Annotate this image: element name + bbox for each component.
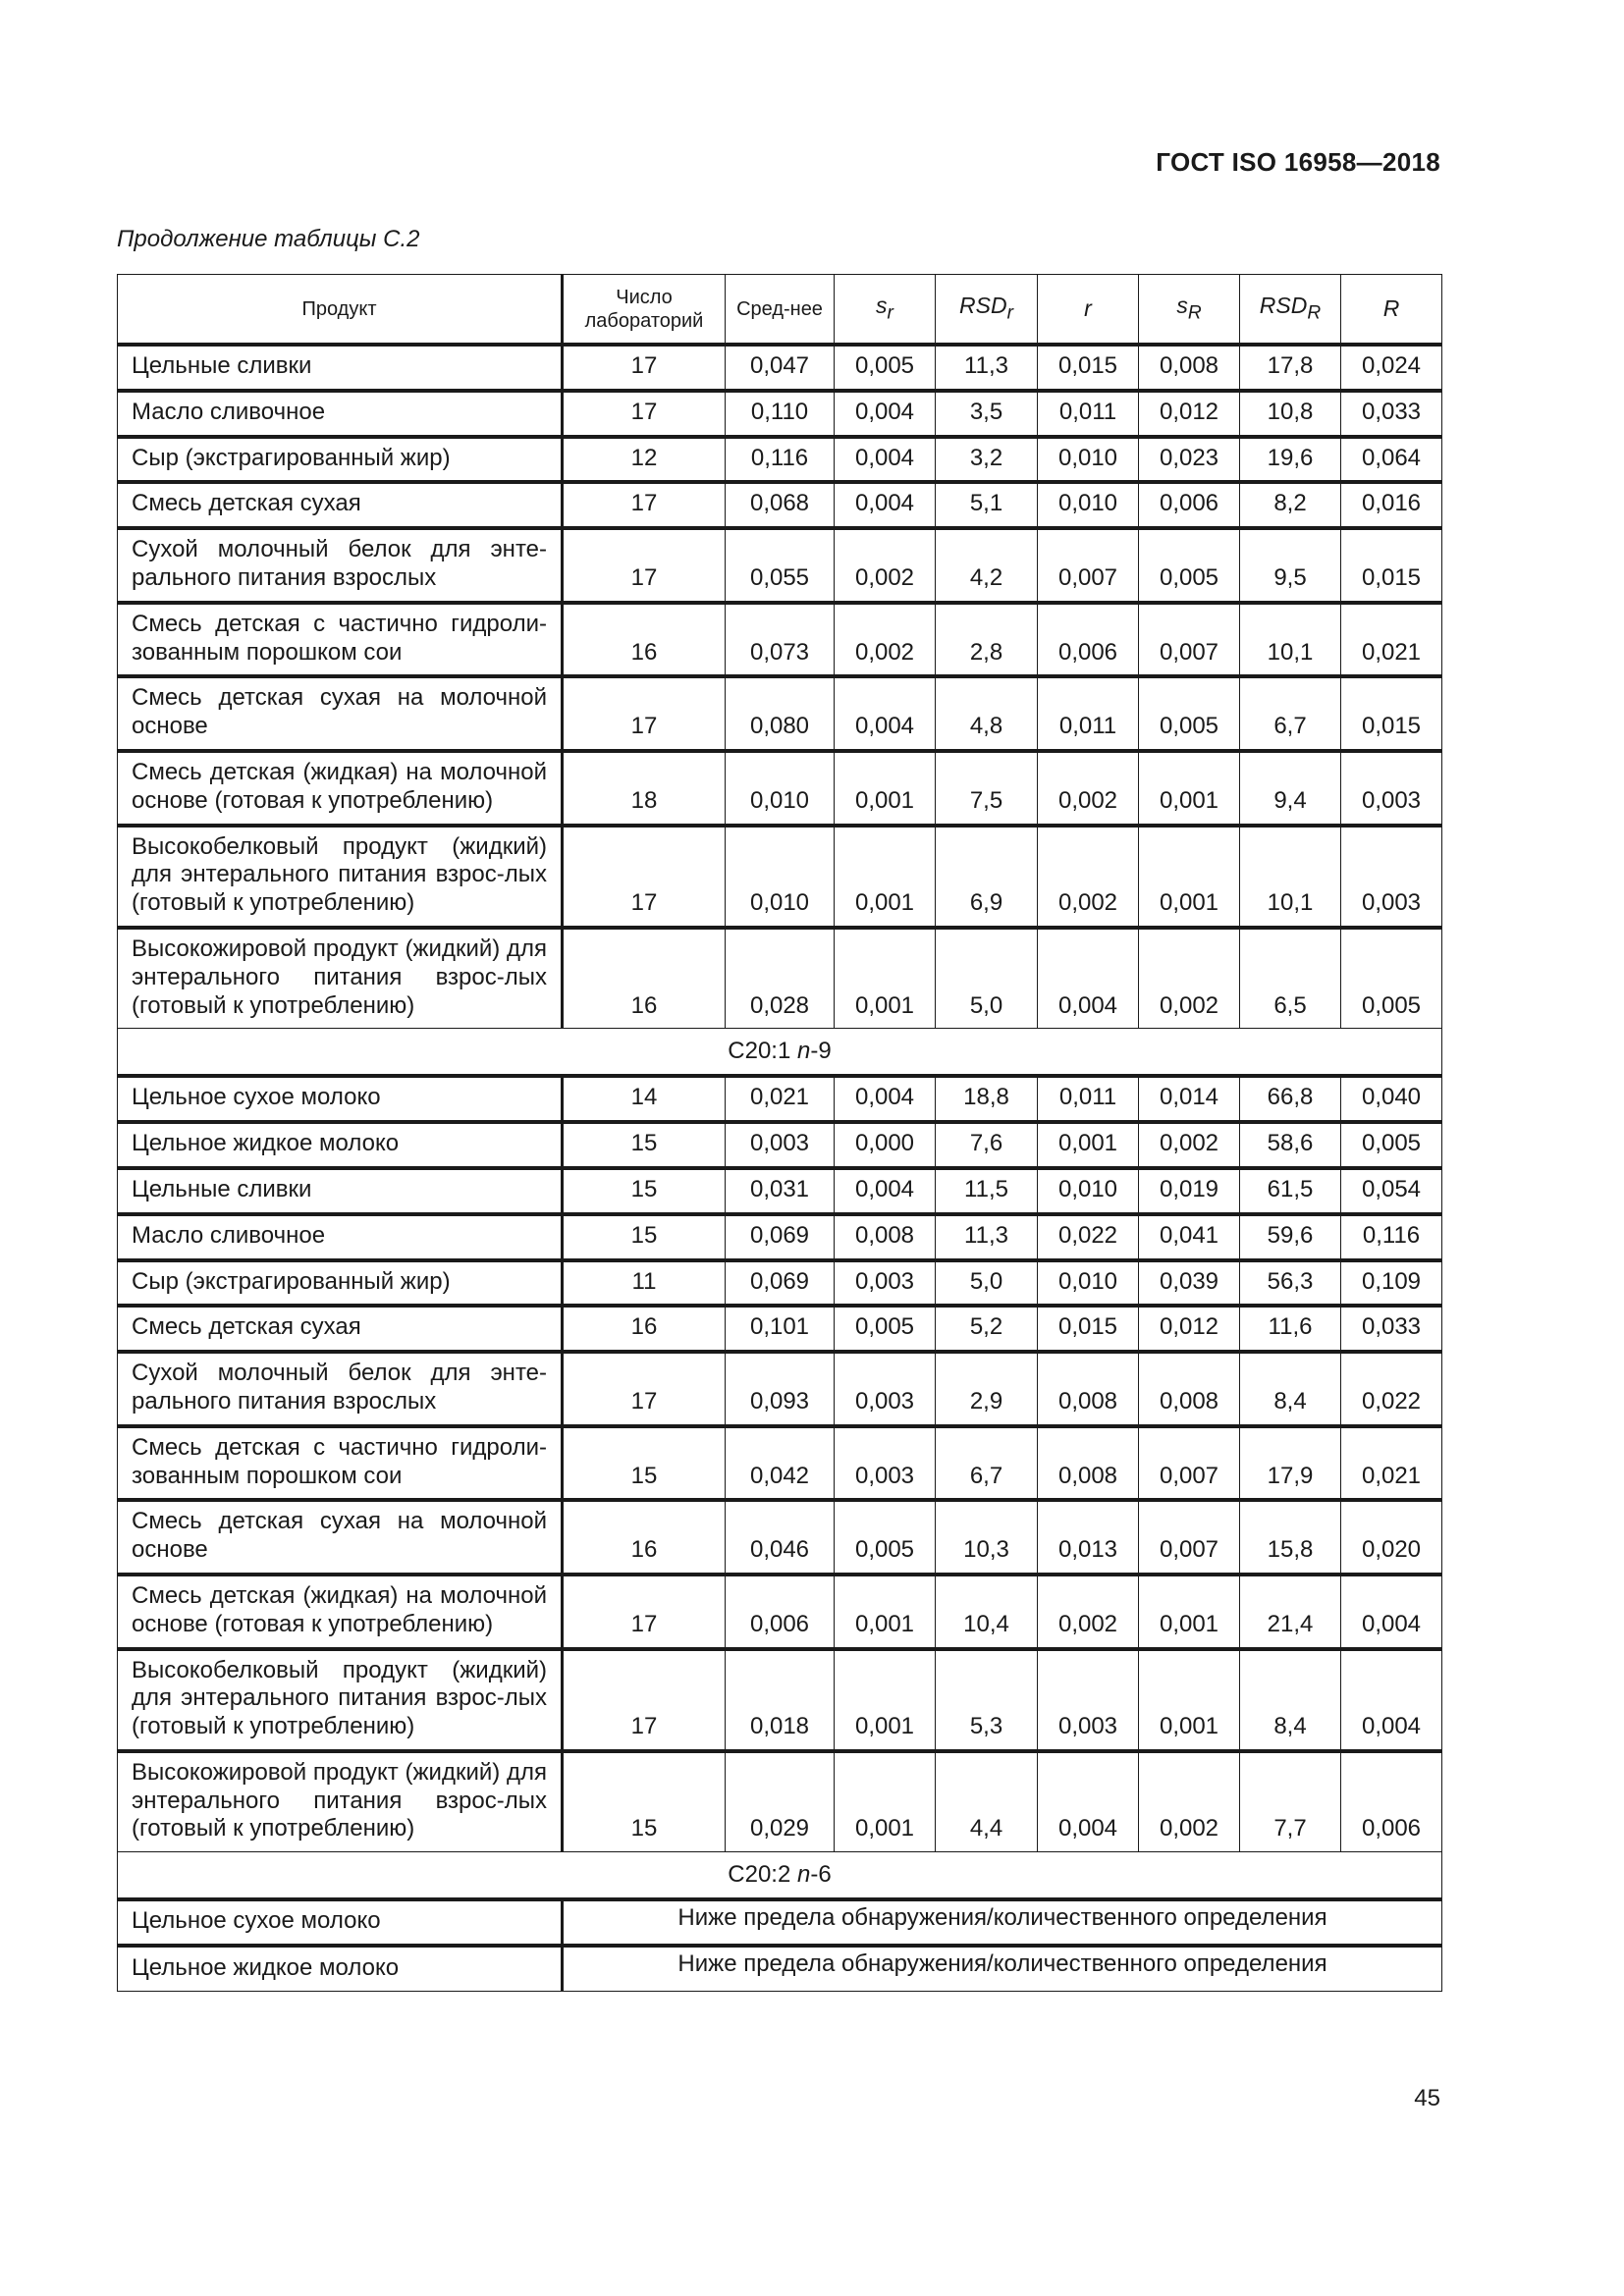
R-value: 0,109	[1341, 1260, 1442, 1307]
product-name: Сухой молочный белок для энте-рального питания взрослых	[118, 528, 563, 603]
rsdR-value: 6,7	[1240, 676, 1341, 751]
table-row	[118, 437, 1442, 483]
product-name: Смесь детская сухая на молочной основе	[118, 676, 563, 751]
mean-value: 0,010	[726, 751, 835, 826]
table-row	[118, 482, 1442, 528]
r-value: 0,011	[1038, 676, 1139, 751]
table-row	[118, 1500, 1442, 1575]
r-value: 0,007	[1038, 528, 1139, 603]
labs-count: 11	[563, 1260, 726, 1307]
mean-value: 0,046	[726, 1500, 835, 1575]
rsdR-value: 59,6	[1240, 1214, 1341, 1260]
labs-count: 17	[563, 345, 726, 391]
R-value: 0,005	[1341, 928, 1442, 1029]
page-number: 45	[1414, 2085, 1440, 2111]
rsdr-value: 4,8	[936, 676, 1038, 751]
section-label: C20:1 n-9	[118, 1029, 1442, 1077]
sr-value: 0,005	[835, 1306, 936, 1352]
labs-count: 16	[563, 1306, 726, 1352]
r-value: 0,010	[1038, 482, 1139, 528]
labs-count: 17	[563, 826, 726, 928]
sR-value: 0,019	[1139, 1168, 1240, 1214]
r-value: 0,010	[1038, 1168, 1139, 1214]
r-value: 0,010	[1038, 437, 1139, 483]
mean-value: 0,047	[726, 345, 835, 391]
sR-value: 0,001	[1139, 1575, 1240, 1649]
sr-value: 0,002	[835, 603, 936, 677]
R-value: 0,003	[1341, 751, 1442, 826]
labs-count: 12	[563, 437, 726, 483]
rsdR-value: 61,5	[1240, 1168, 1341, 1214]
sr-value: 0,008	[835, 1214, 936, 1260]
product-name: Цельные сливки	[118, 345, 563, 391]
sr-value: 0,001	[835, 1649, 936, 1751]
rsdr-value: 18,8	[936, 1076, 1038, 1122]
product-name: Высокожировой продукт (жидкий) для энтерального питания взрос-лых (готовый к употреблению)	[118, 1751, 563, 1852]
table-row	[118, 1946, 1442, 1991]
below-detection-note: Ниже предела обнаружения/количественного определения	[563, 1899, 1442, 1946]
header-r: r	[1038, 275, 1139, 346]
sr-value: 0,004	[835, 437, 936, 483]
R-value: 0,005	[1341, 1122, 1442, 1168]
R-value: 0,016	[1341, 482, 1442, 528]
rsdr-value: 5,0	[936, 928, 1038, 1029]
header-product: Продукт	[118, 275, 563, 346]
table-row	[118, 345, 1442, 391]
r-value: 0,003	[1038, 1649, 1139, 1751]
sR-value: 0,005	[1139, 528, 1240, 603]
header-mean: Сред-нее	[726, 275, 835, 346]
sR-value: 0,008	[1139, 1352, 1240, 1426]
labs-count: 16	[563, 928, 726, 1029]
header-labs: Число лабораторий	[563, 275, 726, 346]
sr-value: 0,004	[835, 676, 936, 751]
mean-value: 0,003	[726, 1122, 835, 1168]
R-value: 0,015	[1341, 528, 1442, 603]
table-row	[118, 1575, 1442, 1649]
sR-value: 0,002	[1139, 1122, 1240, 1168]
table-row	[118, 1352, 1442, 1426]
r-value: 0,011	[1038, 1076, 1139, 1122]
product-name: Цельное сухое молоко	[118, 1076, 563, 1122]
table-row	[118, 528, 1442, 603]
mean-value: 0,029	[726, 1751, 835, 1852]
product-name: Сухой молочный белок для энте-рального питания взрослых	[118, 1352, 563, 1426]
labs-count: 14	[563, 1076, 726, 1122]
r-value: 0,002	[1038, 826, 1139, 928]
sr-value: 0,003	[835, 1352, 936, 1426]
labs-count: 17	[563, 1352, 726, 1426]
table-row	[118, 928, 1442, 1029]
sR-value: 0,023	[1139, 437, 1240, 483]
table-row	[118, 751, 1442, 826]
below-detection-note: Ниже предела обнаружения/количественного определения	[563, 1946, 1442, 1991]
r-value: 0,015	[1038, 1306, 1139, 1352]
r-value: 0,008	[1038, 1352, 1139, 1426]
product-name: Смесь детская (жидкая) на молочной основе (готовая к употреблению)	[118, 751, 563, 826]
rsdR-value: 15,8	[1240, 1500, 1341, 1575]
rsdR-value: 11,6	[1240, 1306, 1341, 1352]
labs-count: 16	[563, 1500, 726, 1575]
sR-value: 0,002	[1139, 928, 1240, 1029]
labs-count: 15	[563, 1122, 726, 1168]
sr-value: 0,004	[835, 391, 936, 437]
product-name: Смесь детская сухая	[118, 482, 563, 528]
R-value: 0,116	[1341, 1214, 1442, 1260]
header-sR: $s_R$	[1139, 275, 1240, 346]
rsdR-value: 10,1	[1240, 603, 1341, 677]
mean-value: 0,055	[726, 528, 835, 603]
rsdr-value: 5,2	[936, 1306, 1038, 1352]
rsdR-value: 10,1	[1240, 826, 1341, 928]
mean-value: 0,021	[726, 1076, 835, 1122]
rsdr-value: 4,4	[936, 1751, 1038, 1852]
rsdr-value: 11,3	[936, 1214, 1038, 1260]
mean-value: 0,069	[726, 1214, 835, 1260]
rsdr-value: 6,9	[936, 826, 1038, 928]
labs-count: 17	[563, 528, 726, 603]
product-name: Высокобелковый продукт (жидкий) для энтерального питания взрос-лых (готовый к употреблению)	[118, 1649, 563, 1751]
R-value: 0,015	[1341, 676, 1442, 751]
rsdR-value: 17,9	[1240, 1426, 1341, 1501]
product-name: Масло сливочное	[118, 1214, 563, 1260]
R-value: 0,054	[1341, 1168, 1442, 1214]
table-row	[118, 1649, 1442, 1751]
section-row	[118, 1852, 1442, 1900]
rsdR-value: 19,6	[1240, 437, 1341, 483]
r-value: 0,022	[1038, 1214, 1139, 1260]
section-row	[118, 1029, 1442, 1077]
sR-value: 0,007	[1139, 1426, 1240, 1501]
sR-value: 0,014	[1139, 1076, 1240, 1122]
r-value: 0,006	[1038, 603, 1139, 677]
labs-count: 17	[563, 1575, 726, 1649]
sr-value: 0,001	[835, 928, 936, 1029]
header-sr: $s_r$	[835, 275, 936, 346]
R-value: 0,022	[1341, 1352, 1442, 1426]
rsdR-value: 56,3	[1240, 1260, 1341, 1307]
R-value: 0,040	[1341, 1076, 1442, 1122]
r-value: 0,010	[1038, 1260, 1139, 1307]
rsdr-value: 11,5	[936, 1168, 1038, 1214]
r-value: 0,013	[1038, 1500, 1139, 1575]
rsdR-value: 21,4	[1240, 1575, 1341, 1649]
R-value: 0,003	[1341, 826, 1442, 928]
product-name: Цельные сливки	[118, 1168, 563, 1214]
product-name: Смесь детская сухая	[118, 1306, 563, 1352]
rsdr-value: 7,5	[936, 751, 1038, 826]
data-table	[117, 274, 1442, 1992]
rsdr-value: 5,1	[936, 482, 1038, 528]
sR-value: 0,039	[1139, 1260, 1240, 1307]
table-row	[118, 1214, 1442, 1260]
rsdR-value: 8,4	[1240, 1352, 1341, 1426]
R-value: 0,006	[1341, 1751, 1442, 1852]
sr-value: 0,002	[835, 528, 936, 603]
rsdR-value: 8,4	[1240, 1649, 1341, 1751]
table-row	[118, 1260, 1442, 1307]
rsdr-value: 2,9	[936, 1352, 1038, 1426]
sR-value: 0,006	[1139, 482, 1240, 528]
document-standard-header: ГОСТ ISO 16958—2018	[1156, 147, 1440, 177]
sr-value: 0,004	[835, 1076, 936, 1122]
product-name: Смесь детская (жидкая) на молочной основе (готовая к употреблению)	[118, 1575, 563, 1649]
rsdR-value: 9,5	[1240, 528, 1341, 603]
r-value: 0,011	[1038, 391, 1139, 437]
table-header-row	[118, 275, 1442, 346]
table-caption: Продолжение таблицы С.2	[117, 226, 420, 252]
mean-value: 0,069	[726, 1260, 835, 1307]
sr-value: 0,004	[835, 1168, 936, 1214]
table-row	[118, 603, 1442, 677]
labs-count: 15	[563, 1168, 726, 1214]
rsdR-value: 9,4	[1240, 751, 1341, 826]
rsdr-value: 10,4	[936, 1575, 1038, 1649]
sr-value: 0,005	[835, 345, 936, 391]
section-label: C20:2 n-6	[118, 1852, 1442, 1900]
rsdr-value: 3,2	[936, 437, 1038, 483]
labs-count: 17	[563, 391, 726, 437]
sr-value: 0,001	[835, 1575, 936, 1649]
table-row	[118, 1076, 1442, 1122]
header-R: R	[1341, 275, 1442, 346]
R-value: 0,004	[1341, 1575, 1442, 1649]
sr-value: 0,003	[835, 1426, 936, 1501]
mean-value: 0,110	[726, 391, 835, 437]
sR-value: 0,002	[1139, 1751, 1240, 1852]
table-row	[118, 676, 1442, 751]
table-row	[118, 1426, 1442, 1501]
sR-value: 0,007	[1139, 1500, 1240, 1575]
product-name: Смесь детская сухая на молочной основе	[118, 1500, 563, 1575]
product-name: Высокожировой продукт (жидкий) для энтерального питания взрос-лых (готовый к употреблению)	[118, 928, 563, 1029]
mean-value: 0,068	[726, 482, 835, 528]
rsdr-value: 2,8	[936, 603, 1038, 677]
labs-count: 15	[563, 1426, 726, 1501]
sR-value: 0,001	[1139, 751, 1240, 826]
rsdr-value: 7,6	[936, 1122, 1038, 1168]
mean-value: 0,042	[726, 1426, 835, 1501]
mean-value: 0,031	[726, 1168, 835, 1214]
labs-count: 17	[563, 1649, 726, 1751]
table-row	[118, 1122, 1442, 1168]
product-name: Сыр (экстрагированный жир)	[118, 437, 563, 483]
sR-value: 0,041	[1139, 1214, 1240, 1260]
labs-count: 15	[563, 1214, 726, 1260]
table-row	[118, 826, 1442, 928]
R-value: 0,004	[1341, 1649, 1442, 1751]
rsdr-value: 5,0	[936, 1260, 1038, 1307]
sr-value: 0,004	[835, 482, 936, 528]
sr-value: 0,000	[835, 1122, 936, 1168]
product-name: Цельное жидкое молоко	[118, 1122, 563, 1168]
sR-value: 0,012	[1139, 391, 1240, 437]
product-name: Смесь детская с частично гидроли-зованным порошком сои	[118, 1426, 563, 1501]
product-name: Масло сливочное	[118, 391, 563, 437]
r-value: 0,004	[1038, 1751, 1139, 1852]
mean-value: 0,080	[726, 676, 835, 751]
R-value: 0,064	[1341, 437, 1442, 483]
rsdr-value: 3,5	[936, 391, 1038, 437]
rsdr-value: 5,3	[936, 1649, 1038, 1751]
sR-value: 0,007	[1139, 603, 1240, 677]
product-name: Высокобелковый продукт (жидкий) для энтерального питания взрос-лых (готовый к употреблению)	[118, 826, 563, 928]
R-value: 0,024	[1341, 345, 1442, 391]
rsdr-value: 4,2	[936, 528, 1038, 603]
table-body	[118, 345, 1442, 1991]
sr-value: 0,001	[835, 1751, 936, 1852]
sR-value: 0,008	[1139, 345, 1240, 391]
table-row	[118, 1899, 1442, 1946]
R-value: 0,021	[1341, 603, 1442, 677]
R-value: 0,033	[1341, 1306, 1442, 1352]
labs-count: 16	[563, 603, 726, 677]
table-row	[118, 1168, 1442, 1214]
mean-value: 0,006	[726, 1575, 835, 1649]
mean-value: 0,028	[726, 928, 835, 1029]
table-row	[118, 1306, 1442, 1352]
product-name: Цельное жидкое молоко	[118, 1946, 563, 1991]
r-value: 0,002	[1038, 751, 1139, 826]
rsdR-value: 17,8	[1240, 345, 1341, 391]
labs-count: 17	[563, 482, 726, 528]
r-value: 0,015	[1038, 345, 1139, 391]
rsdR-value: 7,7	[1240, 1751, 1341, 1852]
product-name: Смесь детская с частично гидроли-зованным порошком сои	[118, 603, 563, 677]
mean-value: 0,093	[726, 1352, 835, 1426]
sR-value: 0,001	[1139, 1649, 1240, 1751]
rsdR-value: 6,5	[1240, 928, 1341, 1029]
r-value: 0,008	[1038, 1426, 1139, 1501]
table-row	[118, 391, 1442, 437]
sR-value: 0,012	[1139, 1306, 1240, 1352]
r-value: 0,002	[1038, 1575, 1139, 1649]
sr-value: 0,001	[835, 751, 936, 826]
sr-value: 0,001	[835, 826, 936, 928]
R-value: 0,021	[1341, 1426, 1442, 1501]
mean-value: 0,018	[726, 1649, 835, 1751]
product-name: Цельное сухое молоко	[118, 1899, 563, 1946]
rsdr-value: 10,3	[936, 1500, 1038, 1575]
sr-value: 0,003	[835, 1260, 936, 1307]
rsdR-value: 66,8	[1240, 1076, 1341, 1122]
labs-count: 18	[563, 751, 726, 826]
r-value: 0,004	[1038, 928, 1139, 1029]
labs-count: 17	[563, 676, 726, 751]
sR-value: 0,005	[1139, 676, 1240, 751]
table-row	[118, 1751, 1442, 1852]
sr-value: 0,005	[835, 1500, 936, 1575]
product-name: Сыр (экстрагированный жир)	[118, 1260, 563, 1307]
rsdr-value: 6,7	[936, 1426, 1038, 1501]
labs-count: 15	[563, 1751, 726, 1852]
R-value: 0,033	[1341, 391, 1442, 437]
rsdr-value: 11,3	[936, 345, 1038, 391]
sR-value: 0,001	[1139, 826, 1240, 928]
r-value: 0,001	[1038, 1122, 1139, 1168]
mean-value: 0,116	[726, 437, 835, 483]
rsdR-value: 58,6	[1240, 1122, 1341, 1168]
header-rsdr: $RSD_r$	[936, 275, 1038, 346]
R-value: 0,020	[1341, 1500, 1442, 1575]
mean-value: 0,073	[726, 603, 835, 677]
mean-value: 0,101	[726, 1306, 835, 1352]
mean-value: 0,010	[726, 826, 835, 928]
header-rsdR: $RSD_R$	[1240, 275, 1341, 346]
rsdR-value: 8,2	[1240, 482, 1341, 528]
rsdR-value: 10,8	[1240, 391, 1341, 437]
